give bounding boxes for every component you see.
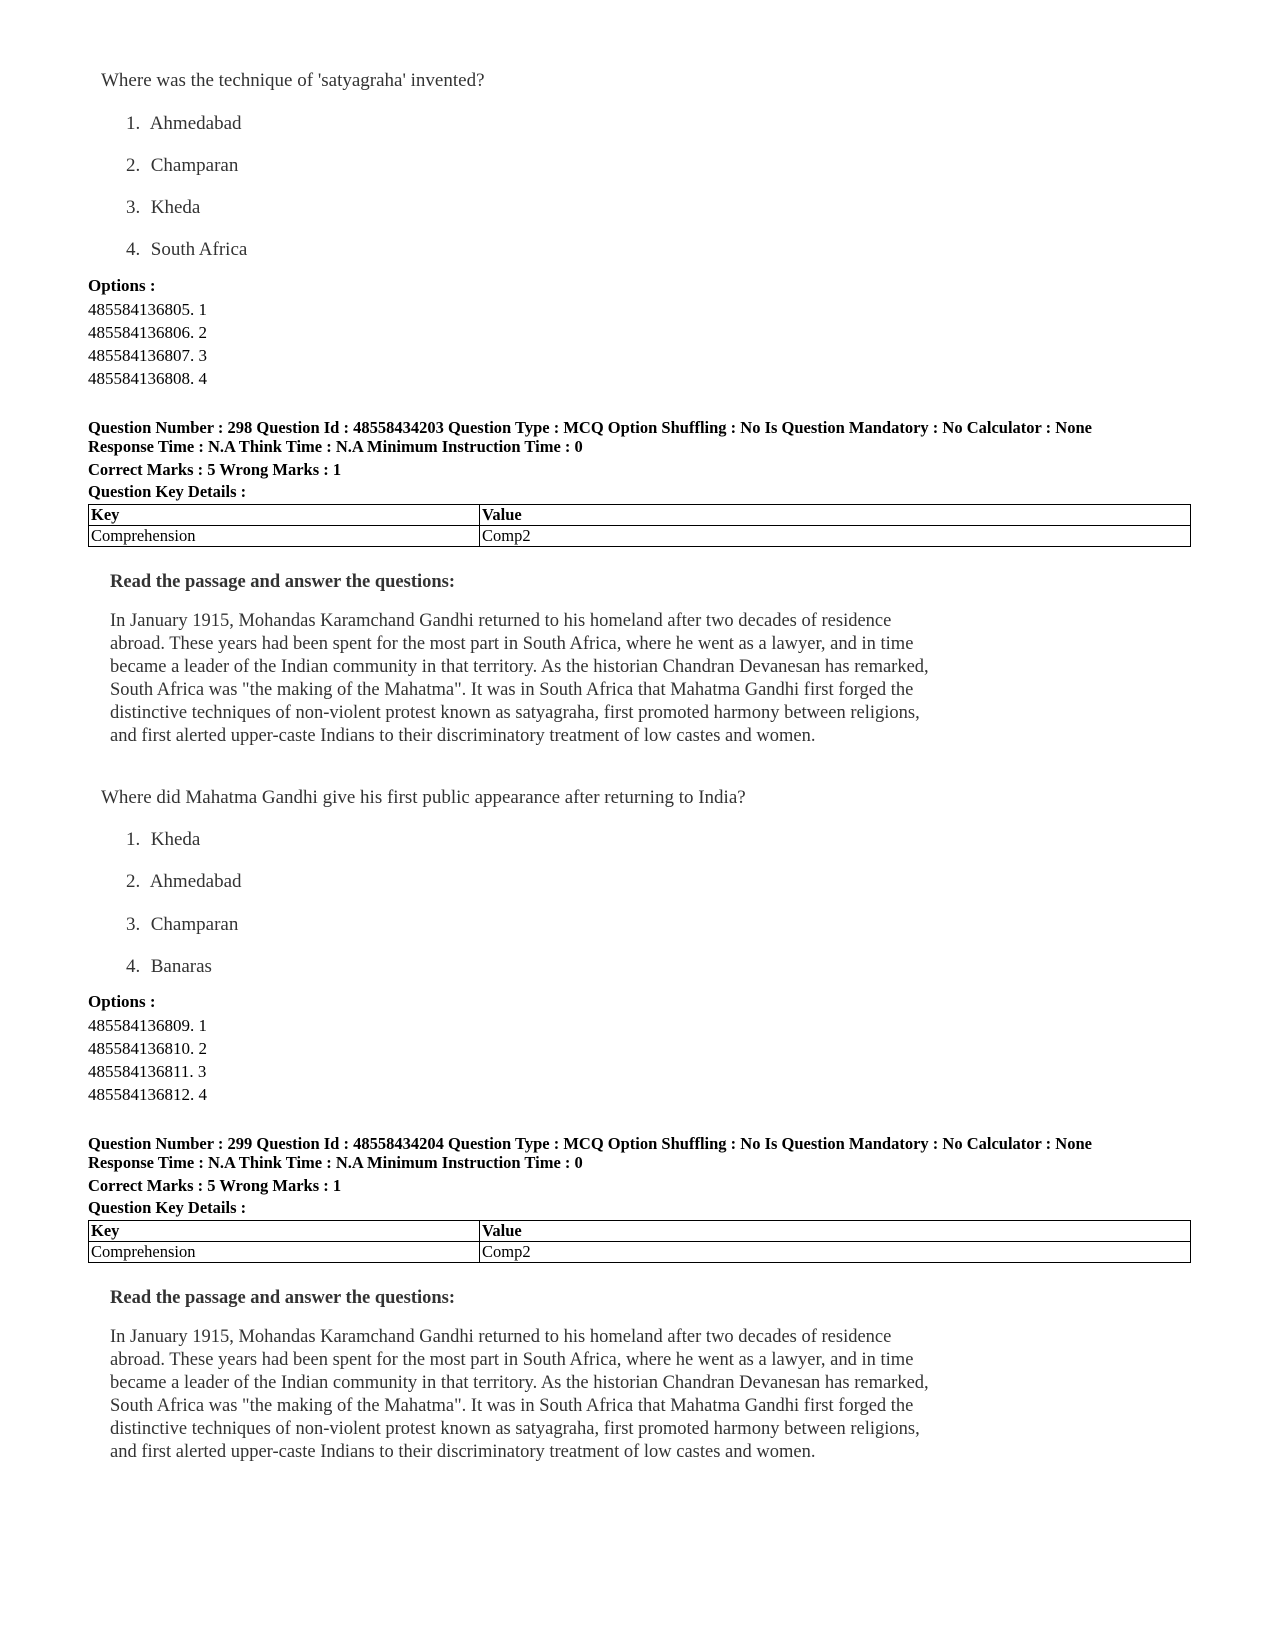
key-table bbox=[88, 1220, 1191, 1263]
table-cell: Comprehension bbox=[89, 526, 480, 547]
question-meta-line: Response Time : N.A Think Time : N.A Minimum Instruction Time : 0 bbox=[88, 1153, 583, 1172]
choice-text: Ahmedabad bbox=[149, 871, 242, 892]
choice-text: Champaran bbox=[150, 914, 239, 935]
table-header-value: Value bbox=[480, 1221, 1191, 1242]
option-id: 485584136807. 3 bbox=[88, 346, 207, 365]
choice-number: 1. bbox=[126, 829, 141, 850]
passage-line: South Africa was "the making of the Mahatma". It was in South Africa that Mahatma Gandhi first forged the bbox=[110, 1396, 914, 1416]
choice-item bbox=[126, 956, 212, 978]
options-label: Options : bbox=[88, 992, 156, 1011]
choice-text: Ahmedabad bbox=[149, 113, 242, 134]
choice-number: 3. bbox=[126, 197, 141, 218]
choice-number: 3. bbox=[126, 914, 141, 935]
question-meta-line: Question Number : 299 Question Id : 48558434204 Question Type : MCQ Option Shuffling : No Is Question Mandatory : No Calculator : None bbox=[88, 1134, 1092, 1153]
choice-number: 2. bbox=[126, 155, 141, 176]
choice-text: South Africa bbox=[150, 239, 248, 260]
choice-item bbox=[126, 829, 200, 851]
choice-text: Kheda bbox=[150, 197, 201, 218]
choice-number: 4. bbox=[126, 239, 141, 260]
passage-line: became a leader of the Indian community in that territory. As the historian Chandran Devanesan has remarked, bbox=[110, 1373, 929, 1393]
passage-line: In January 1915, Mohandas Karamchand Gandhi returned to his homeland after two decades of residence bbox=[110, 611, 892, 631]
question-text: Where did Mahatma Gandhi give his first public appearance after returning to India? bbox=[101, 787, 746, 808]
passage-text bbox=[110, 1326, 929, 1464]
passage-line: abroad. These years had been spent for the most part in South Africa, where he went as a lawyer, and in time bbox=[110, 1350, 914, 1370]
passage-text bbox=[110, 610, 929, 748]
table-row bbox=[89, 526, 1191, 547]
table-cell: Comp2 bbox=[480, 526, 1191, 547]
choice-item bbox=[126, 239, 247, 261]
question-meta-line: Response Time : N.A Think Time : N.A Minimum Instruction Time : 0 bbox=[88, 437, 583, 456]
table-cell: Comprehension bbox=[89, 1242, 480, 1263]
passage-line: and first alerted upper-caste Indians to their discriminatory treatment of low castes and women. bbox=[110, 1442, 816, 1462]
choice-number: 4. bbox=[126, 956, 141, 977]
choice-number: 1. bbox=[126, 113, 141, 134]
option-id: 485584136805. 1 bbox=[88, 300, 207, 319]
options-label: Options : bbox=[88, 276, 156, 295]
option-id: 485584136810. 2 bbox=[88, 1039, 207, 1058]
table-header-key: Key bbox=[89, 505, 480, 526]
passage-line: became a leader of the Indian community in that territory. As the historian Chandran Devanesan has remarked, bbox=[110, 657, 929, 677]
passage-line: In January 1915, Mohandas Karamchand Gandhi returned to his homeland after two decades of residence bbox=[110, 1327, 892, 1347]
question-text: Where was the technique of 'satyagraha' invented? bbox=[101, 70, 485, 91]
table-header-row bbox=[89, 1221, 1191, 1242]
passage-line: distinctive techniques of non-violent protest known as satyagraha, first promoted harmony between religions, bbox=[110, 1419, 920, 1439]
passage-line: distinctive techniques of non-violent protest known as satyagraha, first promoted harmony between religions, bbox=[110, 703, 920, 723]
options-list bbox=[88, 298, 207, 390]
table-row bbox=[89, 1242, 1191, 1263]
marks-line: Correct Marks : 5 Wrong Marks : 1 bbox=[88, 1176, 342, 1195]
passage-line: South Africa was "the making of the Mahatma". It was in South Africa that Mahatma Gandhi first forged the bbox=[110, 680, 914, 700]
passage-title: Read the passage and answer the questions: bbox=[110, 572, 456, 592]
passage-title: Read the passage and answer the questions: bbox=[110, 1288, 456, 1308]
choice-number: 2. bbox=[126, 871, 141, 892]
choice-text: Kheda bbox=[150, 829, 201, 850]
option-id: 485584136809. 1 bbox=[88, 1016, 207, 1035]
question-meta-line: Question Number : 298 Question Id : 48558434203 Question Type : MCQ Option Shuffling : No Is Question Mandatory : No Calculator : None bbox=[88, 418, 1092, 437]
passage-line: and first alerted upper-caste Indians to their discriminatory treatment of low castes and women. bbox=[110, 726, 816, 746]
choice-text: Champaran bbox=[150, 155, 239, 176]
option-id: 485584136808. 4 bbox=[88, 369, 207, 388]
key-details-label: Question Key Details : bbox=[88, 482, 247, 501]
table-header-row bbox=[89, 505, 1191, 526]
marks-line: Correct Marks : 5 Wrong Marks : 1 bbox=[88, 460, 342, 479]
choice-item bbox=[126, 197, 200, 219]
choice-item bbox=[126, 871, 242, 893]
table-header-key: Key bbox=[89, 1221, 480, 1242]
option-id: 485584136806. 2 bbox=[88, 323, 207, 342]
choice-item bbox=[126, 155, 238, 177]
key-table bbox=[88, 504, 1191, 547]
choice-text: Banaras bbox=[150, 956, 212, 977]
options-list bbox=[88, 1014, 207, 1106]
choice-item bbox=[126, 914, 238, 936]
passage-line: abroad. These years had been spent for the most part in South Africa, where he went as a lawyer, and in time bbox=[110, 634, 914, 654]
option-id: 485584136812. 4 bbox=[88, 1085, 207, 1104]
table-header-value: Value bbox=[480, 505, 1191, 526]
option-id: 485584136811. 3 bbox=[88, 1062, 207, 1081]
table-cell: Comp2 bbox=[480, 1242, 1191, 1263]
choice-item bbox=[126, 113, 242, 135]
key-details-label: Question Key Details : bbox=[88, 1198, 247, 1217]
